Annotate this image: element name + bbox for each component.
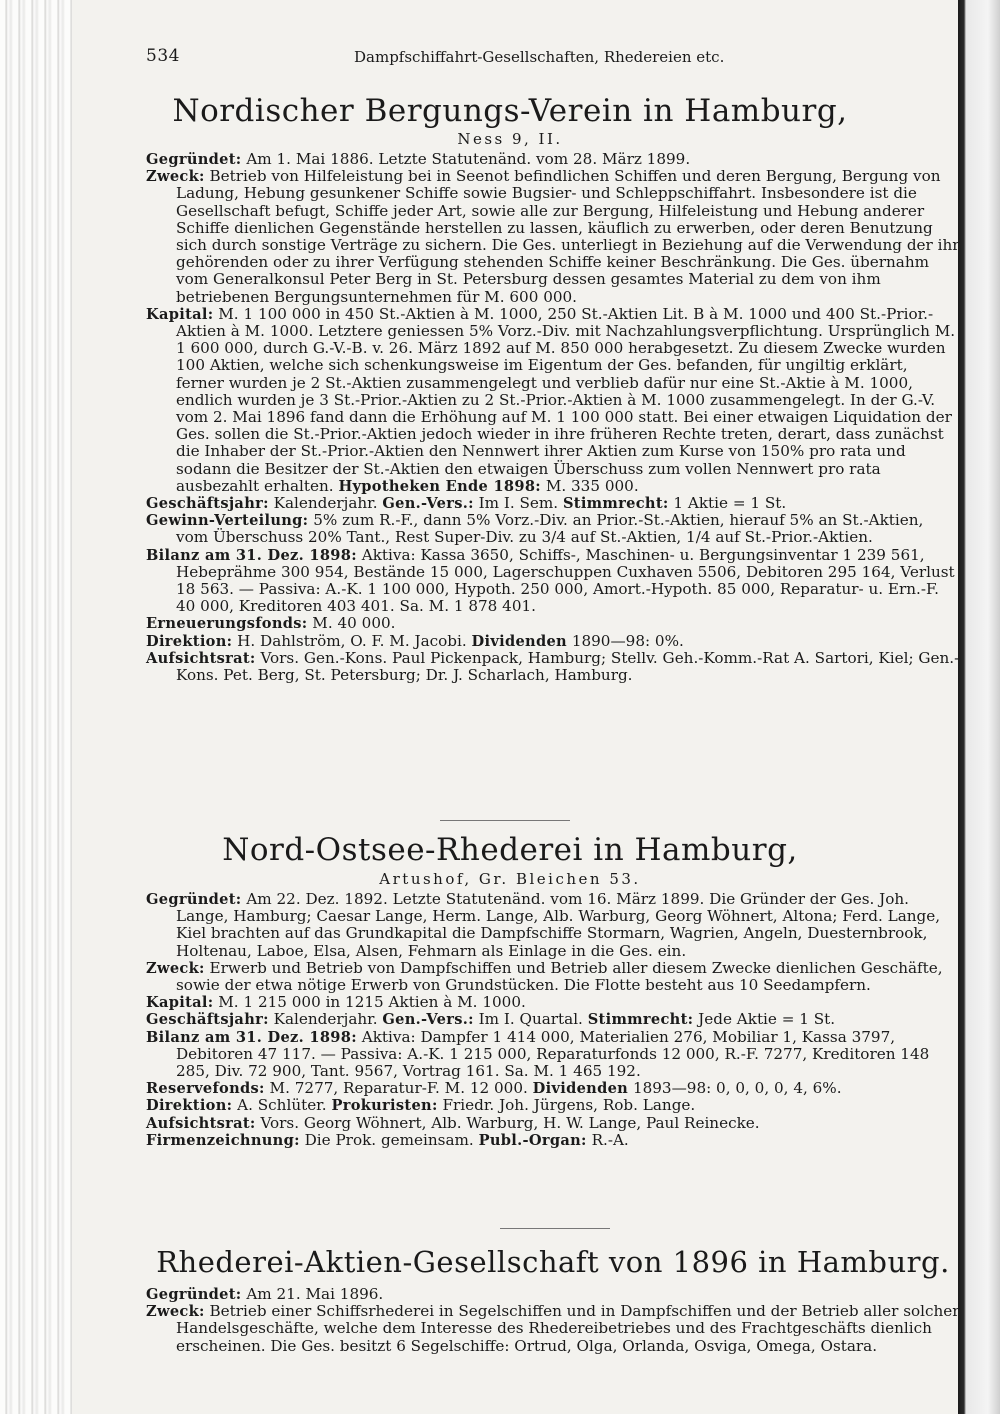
entry-label: Gegründet: — [146, 1286, 242, 1303]
entry — [146, 168, 960, 306]
entry — [146, 1011, 960, 1028]
entry-label: Hypotheken Ende 1898: — [338, 477, 541, 495]
entry-text: Friedr. Joh. Jürgens, Rob. Lange. — [442, 1096, 696, 1115]
entry — [146, 306, 960, 495]
entry-text: Vors. Georg Wöhnert, Alb. Warburg, H. W. Lange, Paul Reinecke. — [260, 1113, 760, 1132]
entry-text: Die Prok. gemeinsam. — [304, 1130, 474, 1149]
entry-text: Aktiva: Kassa 3650, Schiffs-, Maschinen- u. Bergungsinventar 1 239 561, Hebeprähme 300 954, Bestände 15 000, Lagerschuppen Cuxhaven 5506, Debitoren 295 164, Verlust 18 563. — Passiva: A.-K. 1 100 000, Hypoth. 250 000, Amort.-Hypoth. 85 000, Reparatur- u. Ern.-F. 40 000, Kreditoren 403 401. Sa. M. 1 878 401. — [176, 545, 955, 616]
entry-text: M. 335 000. — [545, 476, 639, 495]
section-title: Nordischer Bergungs-Verein in Hamburg, — [172, 93, 848, 129]
entry-text: Am 1. Mai 1886. Letzte Statutenänd. vom 28. März 1899. — [246, 150, 691, 168]
entry-label: Dividenden — [532, 1080, 629, 1098]
entry-text: M. 1 215 000 in 1215 Aktien à M. 1000. — [218, 993, 526, 1012]
entry-text: Im I. Quartal. — [478, 1010, 583, 1029]
entry-text: Kalenderjahr. — [273, 494, 378, 513]
entry-label: Bilanz am 31. Dez. 1898: — [146, 1028, 357, 1046]
entry-text: M. 7277, Reparatur-F. M. 12 000. — [269, 1079, 528, 1098]
entry-label: Gegründet: — [146, 891, 242, 908]
entry-label: Zweck: — [146, 959, 205, 977]
entry-label: Direktion: — [146, 632, 233, 650]
entry-text: 5% zum R.-F., dann 5% Vorz.-Div. an Prior.-St.-Aktien, hierauf 5% an St.-Aktien, vom Überschuss 20% Tant., Rest Super-Div. zu 3/4 auf St.-Aktien, 1/4 auf St.-Prior.-Aktien. — [176, 511, 924, 547]
section-address: Artushof, Gr. Bleichen 53. — [379, 870, 641, 888]
entry-text: Im I. Sem. — [478, 494, 559, 513]
entry-label: Aufsichtsrat: — [146, 1114, 256, 1132]
entry-label: Erneuerungsfonds: — [146, 615, 308, 633]
entry — [146, 1132, 960, 1149]
entry-text: Jede Aktie = 1 St. — [698, 1010, 836, 1029]
entry — [146, 151, 960, 168]
entry — [146, 633, 960, 650]
entry-text: Vors. Gen.-Kons. Paul Pickenpack, Hamburg; Stellv. Geh.-Komm.-Rat A. Sartori, Kiel; Gen.-Kons. Pet. Berg, St. Petersburg; Dr. J. Scharlach, Hamburg. — [176, 648, 960, 685]
entry-text: H. Dahlström, O. F. M. Jacobi. — [237, 631, 467, 650]
entry — [146, 1080, 960, 1097]
entry — [146, 615, 960, 632]
entry — [146, 650, 960, 684]
entry-text: Erwerb und Betrieb von Dampfschiffen und Betrieb aller diesem Zwecke dienlichen Geschäfte, sowie der etwa nötige Erwerb von Grundstücken. Die Flotte besteht aus 10 Seedampfern. — [176, 958, 943, 995]
entry — [146, 495, 960, 512]
entry-label: Stimmrecht: — [562, 495, 669, 513]
entry-label: Gegründet: — [146, 151, 242, 168]
entry-label: Kapital: — [146, 305, 214, 323]
section-divider — [440, 820, 570, 821]
page-number: 534 — [146, 46, 180, 66]
section-body — [146, 151, 960, 684]
entry-label: Bilanz am 31. Dez. 1898: — [146, 546, 357, 564]
entry-text: M. 1 100 000 in 450 St.-Aktien à M. 1000, 250 St.-Aktien Lit. B à M. 1000 und 400 St.-Prior.-Aktien à M. 1000. Letztere geniessen 5% Vorz.-Div. mit Nachzahlungsverpflichtung. Ursprünglich M. 1 600 000, durch G.-V.-B. v. 26. März 1892 auf M. 850 000 herabgesetzt. Zu diesem Zwecke wurden 100 Aktien, welche sich schenkungsweise im Eigentum der Ges. befanden, für ungiltig erklärt, ferner wurden je 2 St.-Aktien zusammengelegt und verblieb dafür nur eine St.-Aktie à M. 1000, endlich wurden je 3 St.-Prior.-Aktien zu 2 St.-Prior.-Aktien à M. 1000 zusammengelegt. In der G.-V. vom 2. Mai 1896 fand dann die Erhöhung auf M. 1 100 000 statt. Bei einer etwaigen Liquidation der Ges. sollen die St.-Prior.-Aktien jedoch wieder in ihre früheren Rechte treten, derart, dass zunächst die Inhaber der St.-Prior.-Aktien den Nennwert ihrer Aktien zum Kurse von 150% pro rata und sodann die Besitzer der St.-Aktien den etwaigen Überschuss zum vollen Nennwert pro rata ausbezahlt erhalten. — [176, 304, 956, 495]
entry-text: A. Schlüter. — [237, 1096, 327, 1115]
entry-text: Betrieb einer Schiffsrhederei in Segelschiffen und in Dampfschiffen und der Betrieb aller solcher Handelsgeschäfte, welche dem Interesse des Rhedereibetriebes und des Frachtgeschäfts dienlich erscheinen. Die Ges. besitzt 6 Segelschiffe: Ortrud, Olga, Orlanda, Osviga, Omega, Ostara. — [176, 1302, 960, 1355]
entry-label: Gewinn-Verteilung: — [146, 512, 309, 530]
entry-label: Geschäftsjahr: — [146, 495, 269, 513]
entry-text: Am 21. Mai 1896. — [246, 1285, 384, 1303]
running-header — [146, 46, 786, 74]
entry-text: M. 40 000. — [312, 614, 396, 633]
running-title: Dampfschiffahrt-Gesellschaften, Rhedereien etc. — [354, 48, 725, 66]
section-body — [146, 891, 960, 1149]
entry-label: Zweck: — [146, 168, 205, 186]
entry-label: Gen.-Vers.: — [382, 495, 474, 513]
entry — [146, 1286, 960, 1303]
section-body — [146, 1286, 960, 1355]
section-title: Rhederei-Aktien-Gesellschaft von 1896 in Hamburg. — [156, 1245, 950, 1279]
entry-text: 1893—98: 0, 0, 0, 0, 4, 6%. — [632, 1079, 842, 1098]
entry-label: Kapital: — [146, 994, 214, 1012]
section-title: Nord-Ostsee-Rhederei in Hamburg, — [222, 832, 798, 868]
entry — [146, 1115, 960, 1132]
entry — [146, 1303, 960, 1355]
entry — [146, 994, 960, 1011]
entry — [146, 1097, 960, 1114]
entry-label: Publ.-Organ: — [478, 1131, 587, 1149]
entry-label: Geschäftsjahr: — [146, 1011, 269, 1029]
entry-text: 1890—98: 0%. — [571, 631, 684, 650]
entry — [146, 960, 960, 994]
entry-text: Kalenderjahr. — [273, 1010, 378, 1029]
entry-label: Dividenden — [471, 632, 567, 650]
entry-text: Betrieb von Hilfeleistung bei in Seenot befindlichen Schiffen und deren Bergung, Bergung von Ladung, Hebung gesunkener Schiffe sowie Bugsier- und Schleppschiffahrt. Insbesondere ist die Gesellschaft befugt, Schiffe jeder Art, sowie alle zur Bergung, Hilfeleistung und Hebung anderer Schiffe dienlichen Gegenstände herstellen zu lassen, käuflich zu erwerben, oder deren Benutzung sich durch sonstige Verträge zu sichern. Die Ges. unterliegt in Beziehung auf die Verwendung der ihr gehörenden oder zu ihrer Verfügung stehenden Schiffe keiner Beschränkung. Die Ges. übernahm vom Generalkonsul Peter Berg in St. Petersburg dessen gesamtes Material zu dem von ihm betriebenen Bergungsunternehmen für M. 600 000. — [176, 167, 960, 306]
entry-label: Aufsichtsrat: — [146, 649, 256, 667]
entry-label: Direktion: — [146, 1097, 233, 1115]
entry-text: Am 22. Dez. 1892. Letzte Statutenänd. vom 16. März 1899. Die Gründer der Ges. Joh. Lange, Hamburg; Caesar Lange, Herm. Lange, Alb. Warburg, Georg Wöhnert, Altona; Ferd. Lange, Kiel brachten auf das Grundkapital die Dampfschiffe Stormarn, Wagrien, Angeln, Duesternbrook, Holtenau, Laboe, Elsa, Alsen, Fehmarn als Einlage in die Ges. ein. — [176, 890, 941, 960]
entry-label: Reservefonds: — [146, 1080, 265, 1098]
section-address: Ness 9, II. — [457, 130, 563, 148]
entry-label: Gen.-Vers.: — [382, 1011, 474, 1029]
section-divider — [500, 1228, 610, 1229]
entry — [146, 1029, 960, 1081]
entry-label: Prokuristen: — [331, 1097, 438, 1115]
entry — [146, 547, 960, 616]
entry-text: 1 Aktie = 1 St. — [673, 494, 787, 513]
entry-label: Zweck: — [146, 1303, 205, 1321]
entry — [146, 891, 960, 960]
entry-label: Firmenzeichnung: — [146, 1131, 300, 1149]
entry-text: R.-A. — [591, 1130, 629, 1149]
entry-label: Stimmrecht: — [587, 1011, 694, 1029]
entry — [146, 512, 960, 546]
entry-text: Aktiva: Dampfer 1 414 000, Materialien 276, Mobiliar 1, Kassa 3797, Debitoren 47 117. — Passiva: A.-K. 1 215 000, Reparaturfonds 12 000, R.-F. 7277, Kreditoren 148 285, Div. 72 900, Tant. 9567, Vortrag 161. Sa. M. 1 465 192. — [176, 1027, 930, 1081]
